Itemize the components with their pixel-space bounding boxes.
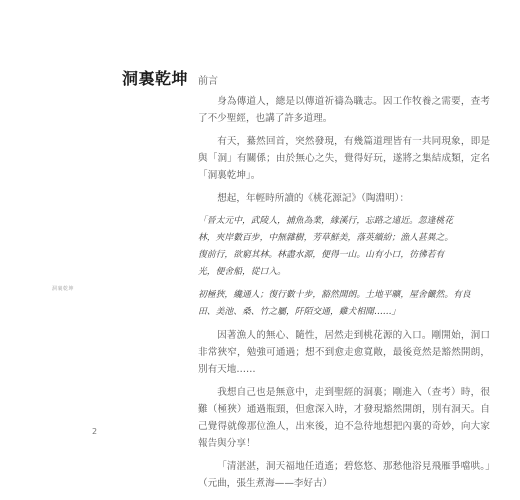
paragraph-3: 想起，年輕時所讀的《桃花源記》（陶淵明）：	[217, 193, 410, 204]
quote-line: 田、美池、桑、竹之屬，阡陌交通，雞犬相聞……」	[198, 307, 401, 317]
quote-line: 光，便舍船，從口入。	[198, 267, 286, 277]
quote-line: 初極狹，纔通人；復行數十步，豁然開朗。土地平曠，屋舍儼然。有良	[198, 290, 471, 300]
section-label: 前言	[198, 76, 218, 87]
paragraph-5: 我想自己也是無意中，走到聖經的洞裏；剛進入（查考）時，很難（極狹）通過瓶頸，但愈深入時，才發現豁然開朗，別有洞天。自己覺得就像那位漁人，出來後，迫不急待地想把內裏的奇妙，向大家報告與分享！	[198, 387, 490, 449]
book-title: 洞裏乾坤	[122, 69, 189, 88]
quote-line: 林，夾岸數百步，中無雜樹，芳草鮮美，落英繽紛；漁人甚異之。	[198, 233, 454, 243]
quote-line: 「晉太元中，武陵人，捕魚為業，緣溪行，忘路之遠近。忽逢桃花	[198, 216, 454, 226]
quotation-block-2	[198, 287, 490, 321]
closing-quote: 「清湛湛，洞天福地任逍遙；碧悠悠、那愁他浴見飛雁爭噹哄。」（元曲，張生煮海——李好古）	[198, 461, 490, 489]
paragraph-1: 身為傳道人，總是以傳道祈禱為職志。因工作牧養之需要，查考了不少聖經，也講了許多道理。	[198, 96, 490, 124]
margin-note: 洞裏乾坤	[52, 286, 75, 292]
paragraph-4: 因著漁人的無心、隨性，居然走到桃花源的入口。剛開始，洞口非常狹窄，勉強可通過；想不到愈走愈寬敞，最後竟然是豁然開朗，別有天地……	[198, 330, 490, 375]
quote-line: 復前行，欲窮其林。林盡水源，便得一山。山有小口，彷彿若有	[198, 250, 445, 260]
paragraph-2: 有天，驀然回首，突然發現，有幾篇道理皆有一共同現象，即是與「洞」有關係；由於無心之失，覺得好玩，遂將之集結成類，定名「洞裏乾坤」。	[198, 136, 490, 181]
quotation-block-1	[198, 213, 490, 281]
page-number: 2	[92, 427, 98, 436]
body-text	[198, 93, 490, 498]
